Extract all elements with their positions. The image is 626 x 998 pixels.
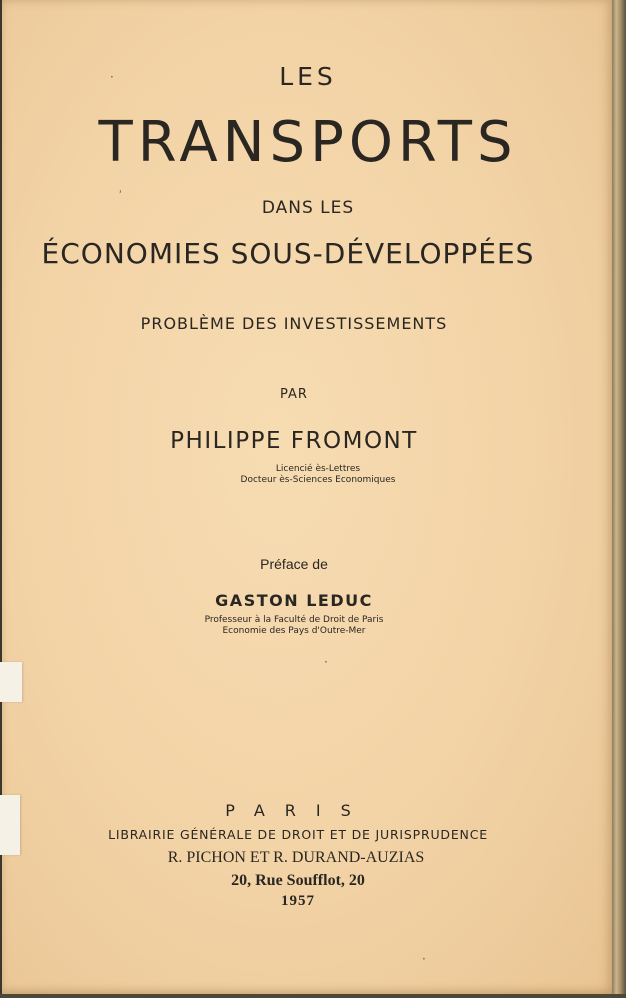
imprint-year: 1957	[281, 893, 315, 909]
preface-author-name: GASTON LEDUC	[215, 591, 373, 610]
paper-tab	[0, 795, 20, 855]
preface-author-title-1: Professeur à la Faculté de Droit de Paris	[204, 615, 384, 625]
imprint-proprietors: R. PICHON ET R. DURAND-AUZIAS	[167, 849, 425, 866]
author-credential-2: Docteur ès-Sciences Economiques	[240, 475, 396, 485]
page-bottom-edge	[0, 994, 626, 998]
imprint-publisher: LIBRAIRIE GÉNÉRALE DE DROIT ET DE JURISPRUDENCE	[108, 827, 488, 842]
book-spine-edge	[612, 0, 626, 998]
title-line-dans-les: DANS LES	[261, 198, 355, 218]
by-label: PAR	[280, 387, 308, 402]
title-main: TRANSPORTS	[98, 110, 518, 175]
subtitle: PROBLÈME DES INVESTISSEMENTS	[140, 314, 448, 333]
paper-speck: ·	[422, 952, 426, 966]
author-credential-1: Licencié ès-Lettres	[275, 464, 361, 474]
author-name: PHILIPPE FROMONT	[170, 428, 418, 454]
paper-speck: ·	[324, 655, 328, 669]
imprint-city: PARIS	[225, 801, 371, 820]
title-line-economies: ÉCONOMIES SOUS-DÉVELOPPÉES	[41, 237, 535, 270]
title-line-les: LES	[279, 62, 337, 91]
paper-tab	[0, 662, 22, 702]
imprint-address: 20, Rue Soufflot, 20	[231, 872, 365, 889]
paper-speck: ˏ	[110, 179, 124, 195]
preface-label: Préface de	[260, 556, 328, 572]
title-page	[2, 0, 614, 994]
paper-speck: ·	[110, 70, 114, 84]
preface-author-title-2: Economie des Pays d'Outre-Mer	[222, 626, 366, 636]
